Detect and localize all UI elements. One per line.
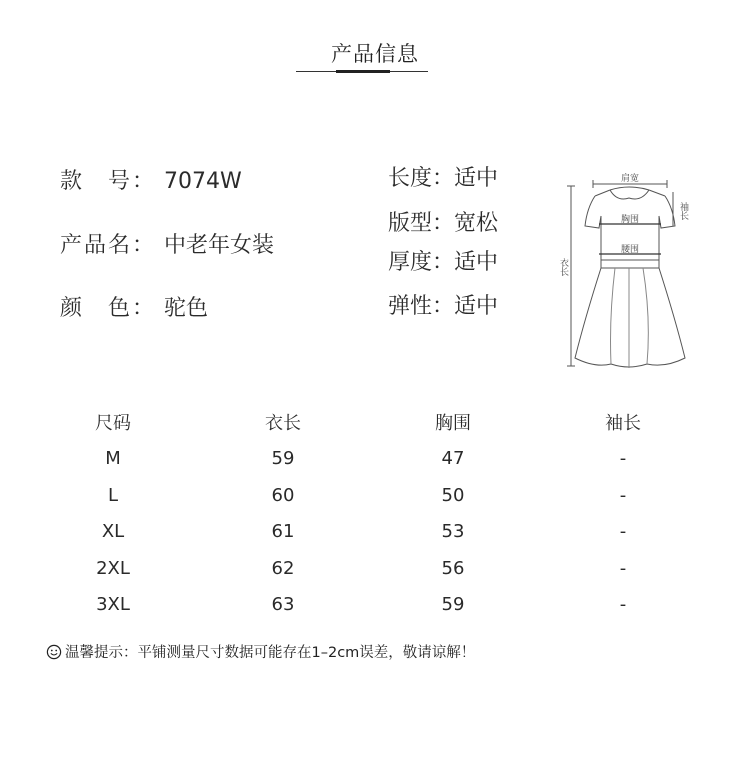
info-value: 适中: [454, 250, 499, 275]
info-label: 厚度：: [388, 250, 455, 275]
table-row: [28, 587, 708, 624]
info-label: 颜 色：: [60, 296, 157, 321]
table-cell: 47: [441, 448, 465, 470]
page-title: 产品信息: [331, 42, 419, 66]
info-label: 款 号：: [60, 169, 157, 194]
table-cell: -: [619, 557, 627, 579]
table-cell: 56: [441, 557, 465, 579]
info-product-name: [60, 228, 274, 259]
label-shoulder: 肩宽: [620, 174, 640, 184]
tip-text: 温馨提示：平铺测量尺寸数据可能存在1–2cm误差，敬请谅解！: [65, 645, 476, 661]
info-value: 适中: [454, 294, 499, 319]
measurement-tip: [46, 641, 475, 662]
label-length: 衣长: [558, 258, 568, 276]
col-header: 袖长: [605, 413, 641, 435]
label-sleeve: 袖长: [678, 202, 688, 220]
info-label: 版型：: [388, 211, 455, 236]
size-table: [28, 404, 708, 623]
info-value: 中老年女装: [164, 233, 275, 258]
table-cell: 63: [271, 594, 295, 616]
info-value: 7074W: [164, 169, 242, 194]
smile-icon: [46, 644, 62, 660]
label-waist: 腰围: [620, 245, 640, 255]
info-elasticity: [388, 289, 498, 320]
info-value: 适中: [454, 166, 499, 191]
info-label: 弹性：: [388, 294, 455, 319]
info-label: 产品名：: [60, 233, 157, 258]
table-cell: L: [107, 484, 119, 506]
table-cell: -: [619, 484, 627, 506]
table-cell: XL: [101, 521, 125, 543]
label-chest: 胸围: [620, 215, 640, 225]
info-label: 长度：: [388, 166, 455, 191]
info-value: 驼色: [164, 296, 209, 321]
table-cell: 62: [271, 557, 295, 579]
table-header-row: [28, 404, 708, 441]
table-cell: -: [619, 521, 627, 543]
table-row: [28, 477, 708, 514]
info-value: 宽松: [454, 211, 499, 236]
info-color: [60, 291, 208, 322]
info-style-number: [60, 164, 242, 195]
table-cell: 61: [271, 521, 295, 543]
info-length: [388, 161, 498, 192]
table-row: [28, 514, 708, 551]
table-cell: 3XL: [96, 594, 130, 616]
table-cell: M: [105, 448, 121, 470]
info-thickness: [388, 245, 498, 276]
col-header: 衣长: [265, 413, 301, 435]
table-row: [28, 441, 708, 478]
table-cell: 50: [441, 484, 465, 506]
table-cell: 53: [441, 521, 465, 543]
col-header: 尺码: [95, 413, 131, 435]
table-cell: -: [619, 594, 627, 616]
table-cell: 2XL: [96, 557, 130, 579]
col-header: 胸围: [435, 413, 471, 435]
table-cell: 59: [271, 448, 295, 470]
table-cell: 60: [271, 484, 295, 506]
table-cell: -: [619, 448, 627, 470]
info-fit: [388, 206, 498, 237]
table-row: [28, 550, 708, 587]
dress-measurement-diagram: [555, 168, 695, 376]
table-cell: 59: [441, 594, 465, 616]
title-underline-accent: [336, 70, 390, 73]
